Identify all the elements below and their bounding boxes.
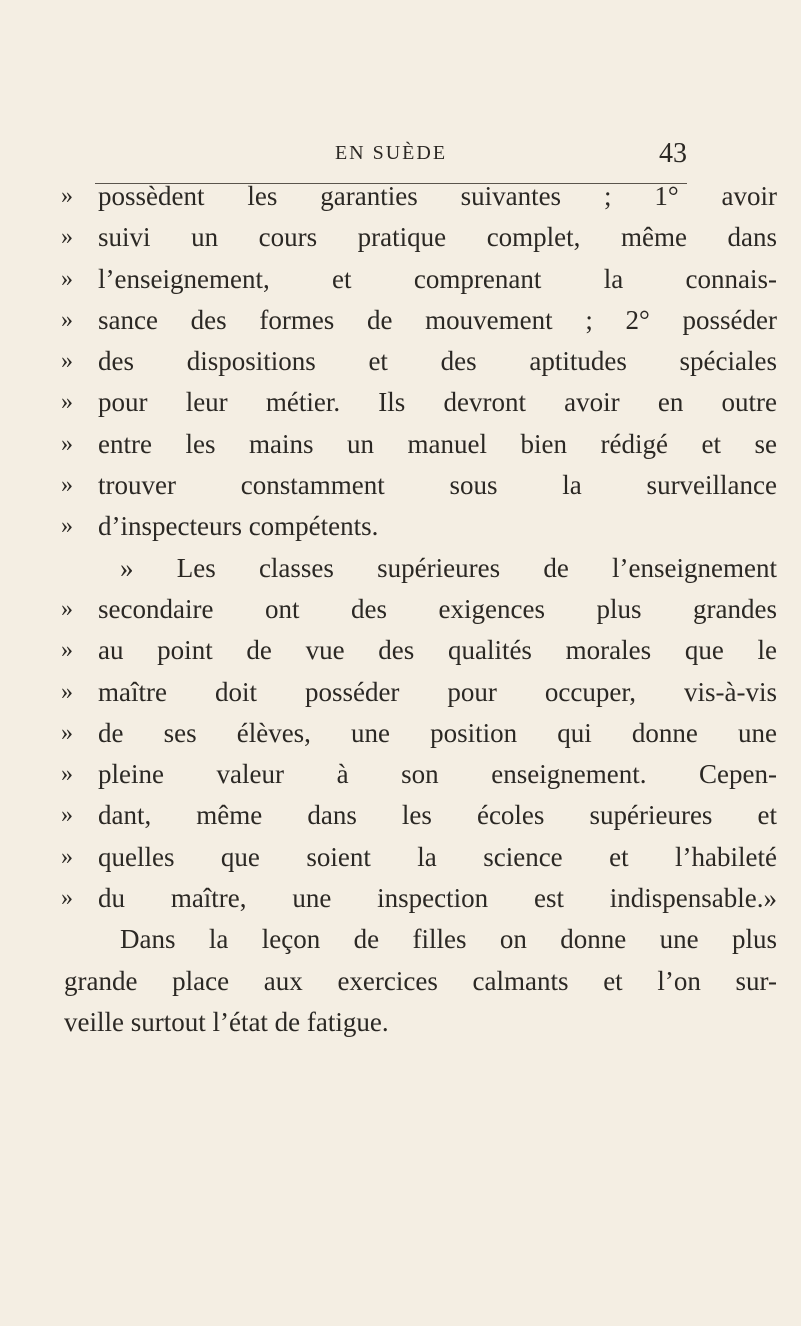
quote-mark: »	[61, 637, 73, 664]
quote-mark: »	[61, 472, 73, 499]
quote-mark: »	[61, 224, 73, 251]
page-number: 43	[659, 138, 687, 169]
quote-mark: »	[61, 513, 73, 540]
quote-mark: »	[61, 678, 73, 705]
text-line	[0, 713, 801, 754]
quote-mark: »	[61, 348, 73, 375]
quote-mark: »	[61, 265, 73, 292]
text-line	[0, 589, 801, 630]
quote-mark: »	[61, 802, 73, 829]
text-line	[0, 795, 801, 836]
line-text: l’enseignement, et comprenant la connais-	[98, 263, 777, 294]
line-text: trouver constamment sous la surveillance	[98, 470, 777, 501]
line-text: au point de vue des qualités morales que le	[98, 635, 777, 666]
line-text: du maître, une inspection est indispensable.»	[98, 883, 777, 914]
text-line	[0, 176, 801, 217]
quote-mark: »	[61, 389, 73, 416]
line-text: de ses élèves, une position qui donne une	[98, 717, 777, 748]
quote-mark: »	[61, 595, 73, 622]
line-text: » Les classes supérieures de l’enseignement	[120, 552, 777, 583]
text-line	[0, 754, 801, 795]
text-line	[0, 630, 801, 671]
line-text: quelles que soient la science et l’habileté	[98, 841, 777, 872]
line-text: entre les mains un manuel bien rédigé et se	[98, 428, 777, 459]
line-text: maître doit posséder pour occuper, vis-à-vis	[98, 676, 777, 707]
text-line	[0, 919, 801, 960]
quote-mark: »	[61, 761, 73, 788]
text-line	[0, 837, 801, 878]
line-text: suivi un cours pratique complet, même dans	[98, 222, 777, 253]
text-line	[0, 424, 801, 465]
running-head-title: EN SUÈDE	[334, 142, 448, 164]
text-line	[0, 878, 801, 919]
quote-mark: »	[61, 183, 73, 209]
line-text: secondaire ont des exigences plus grandes	[98, 593, 777, 624]
quote-mark: »	[61, 719, 73, 746]
line-text: grande place aux exercices calmants et l’on sur-	[64, 965, 777, 996]
line-text: sance des formes de mouvement ; 2° posséder	[98, 304, 777, 335]
line-text: dant, même dans les écoles supérieures et	[98, 800, 777, 831]
text-line	[0, 1002, 801, 1043]
text-line	[0, 548, 801, 589]
text-line	[0, 506, 801, 547]
text-line	[0, 259, 801, 300]
body-text	[0, 176, 801, 1043]
line-text: possèdent les garanties suivantes ; 1° avoir	[98, 181, 777, 211]
text-line	[0, 672, 801, 713]
text-line	[0, 465, 801, 506]
text-line	[0, 217, 801, 258]
text-line	[0, 341, 801, 382]
quote-mark: »	[61, 430, 73, 457]
line-text: veille surtout l’état de fatigue.	[64, 1006, 389, 1037]
line-text: pleine valeur à son enseignement. Cepen-	[98, 759, 777, 790]
quote-mark: »	[61, 885, 73, 912]
text-line	[0, 300, 801, 341]
line-text: Dans la leçon de filles on donne une plus	[120, 924, 777, 955]
line-text: pour leur métier. Ils devront avoir en outre	[98, 387, 777, 418]
line-text: d’inspecteurs compétents.	[98, 511, 379, 542]
text-line	[0, 382, 801, 423]
quote-mark: »	[61, 306, 73, 333]
quote-mark: »	[61, 843, 73, 870]
running-head	[95, 138, 687, 172]
text-line	[0, 961, 801, 1002]
line-text: des dispositions et des aptitudes spéciales	[98, 346, 777, 377]
